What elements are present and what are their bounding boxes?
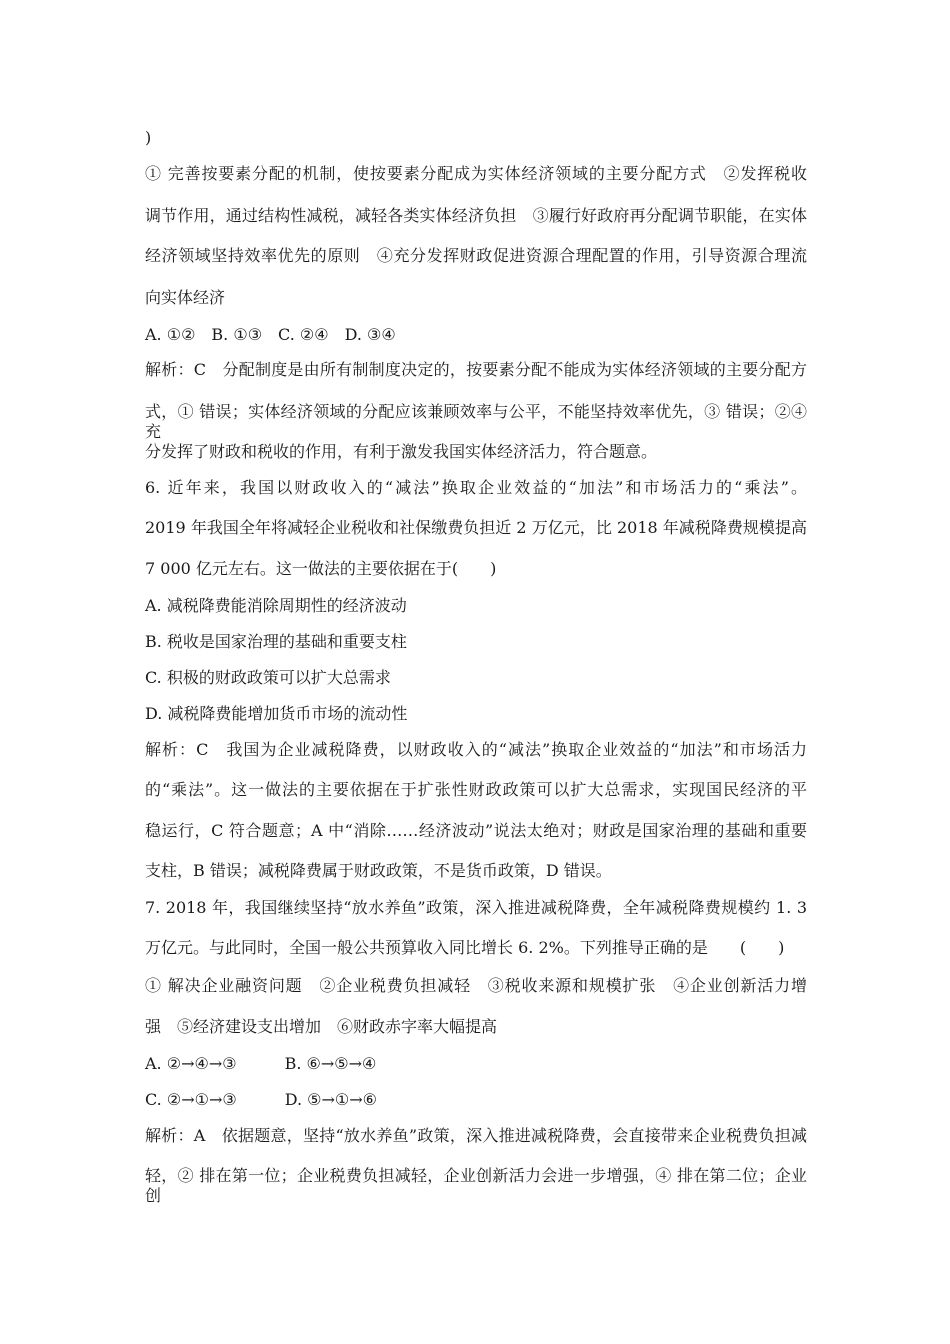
analysis-line: 解析：A 依据题意，坚持“放水养鱼”政策，深入推进减税降费，会直接带来企业税费负担减 (145, 1126, 807, 1145)
option-statement-line: 经济领域坚持效率优先的原则 ④充分发挥财政促进资源合理配置的作用，引导资源合理流 (145, 246, 807, 265)
choice-a: A. 减税降费能消除周期性的经济波动 (145, 596, 407, 615)
answer-choices: A. ①② B. ①③ C. ②④ D. ③④ (145, 325, 396, 344)
choice-b: B. 税收是国家治理的基础和重要支柱 (145, 632, 407, 651)
analysis-line: 稳运行，C 符合题意；A 中“消除……经济波动”说法太绝对；财政是国家治理的基础和重要 (145, 821, 807, 840)
analysis-line: 解析：C 我国为企业减税降费，以财政收入的“减法”换取企业效益的“加法”和市场活力 (145, 740, 807, 759)
question-6-stem: 6. 近年来，我国以财政收入的“减法”换取企业效益的“加法”和市场活力的“乘法”。 (145, 478, 807, 497)
question-bracket-close: ) (145, 128, 152, 147)
analysis-line: 分发挥了财政和税收的作用，有利于激发我国实体经济活力，符合题意。 (145, 442, 658, 461)
option-statement-line: 向实体经济 (145, 288, 226, 307)
question-6-stem: 7 000 亿元左右。这一做法的主要依据在于( ) (145, 559, 497, 578)
analysis-line: 式，① 错误；实体经济领域的分配应该兼顾效率与公平，不能坚持效率优先，③ 错误；②④ 充 (145, 402, 807, 441)
question-7-stem: 万亿元。与此同时，全国一般公共预算收入同比增长 6. 2%。下列推导正确的是 ( ) (145, 938, 785, 957)
choice-d: D. 减税降费能增加货币市场的流动性 (145, 704, 408, 723)
analysis-line: 轻，② 排在第一位；企业税费负担减轻，企业创新活力会进一步增强，④ 排在第二位；企业创 (145, 1166, 807, 1205)
answer-choices: A. ②→④→③ B. ⑥→⑤→④ (145, 1054, 377, 1073)
option-statement-line: ① 解决企业融资问题 ②企业税费负担减轻 ③税收来源和规模扩张 ④企业创新活力增 (145, 976, 807, 995)
analysis-line: 解析：C 分配制度是由所有制制度决定的，按要素分配不能成为实体经济领域的主要分配方 (145, 360, 807, 379)
option-statement-line: 调节作用，通过结构性减税，减轻各类实体经济负担 ③履行好政府再分配调节职能，在实体 (145, 206, 807, 225)
question-7-stem: 7. 2018 年，我国继续坚持“放水养鱼”政策，深入推进减税降费，全年减税降费规模约 1. 3 (145, 898, 807, 917)
question-6-stem: 2019 年我国全年将减轻企业税收和社保缴费负担近 2 万亿元，比 2018 年减税降费规模提高 (145, 518, 807, 537)
analysis-line: 支柱，B 错误；减税降费属于财政政策，不是货币政策，D 错误。 (145, 861, 612, 880)
choice-c: C. 积极的财政政策可以扩大总需求 (145, 668, 391, 687)
option-statement-line: ① 完善按要素分配的机制，使按要素分配成为实体经济领域的主要分配方式 ②发挥税收 (145, 164, 807, 183)
answer-choices: C. ②→①→③ D. ⑤→①→⑥ (145, 1090, 377, 1109)
analysis-line: 的“乘法”。这一做法的主要依据在于扩张性财政政策可以扩大总需求，实现国民经济的平 (145, 780, 807, 799)
option-statement-line: 强 ⑤经济建设支出增加 ⑥财政赤字率大幅提高 (145, 1017, 498, 1036)
